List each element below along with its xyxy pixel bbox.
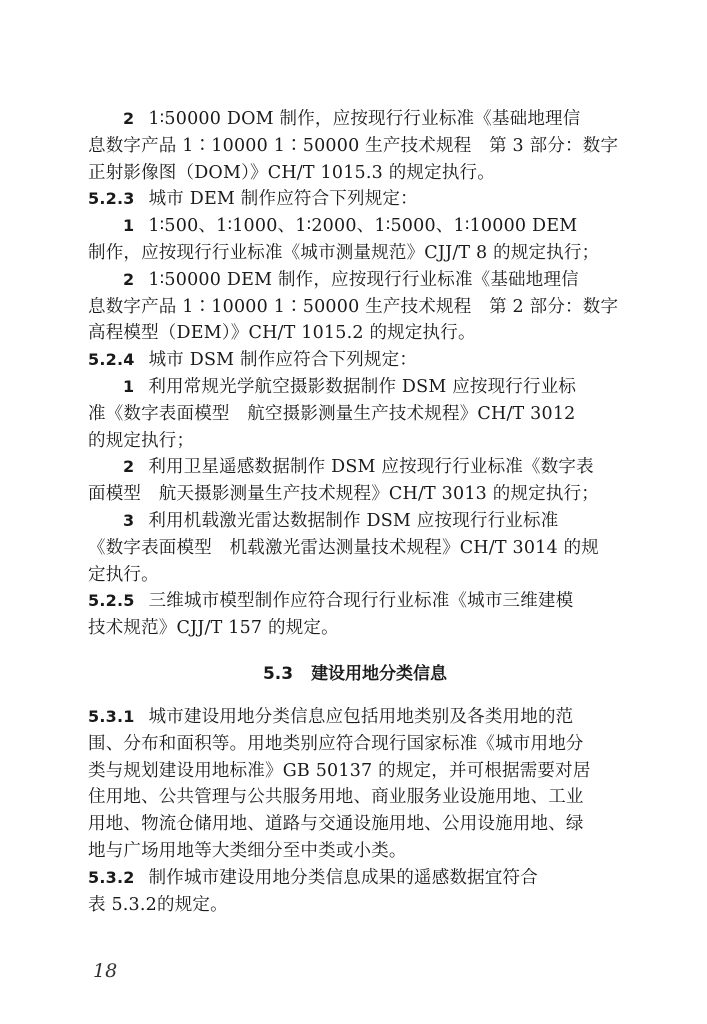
text-line: 利用机载激光雷达数据制作 DSM 应按现行行业标准 xyxy=(148,510,559,531)
text-line: 利用常规光学航空摄影数据制作 DSM 应按现行行业标 xyxy=(148,376,577,397)
text-line: 1∶50000 DEM 制作，应按现行行业标准《基础地理信 xyxy=(148,269,579,290)
text-line: 息数字产品 1∶10000 1∶50000 生产技术规程 第 2 部分：数字 xyxy=(88,296,619,317)
text-line: 定执行。 xyxy=(88,564,159,585)
text-line: 地与广场用地等大类细分至中类或小类。 xyxy=(88,840,407,861)
list-item xyxy=(88,213,622,267)
clause-number: 5.2.4 xyxy=(88,350,135,370)
text-line: 的规定执行； xyxy=(88,430,195,451)
clause-number: 5.3.1 xyxy=(88,706,135,726)
list-item xyxy=(88,508,622,588)
page-number: 18 xyxy=(93,960,118,982)
text-line: 围、分布和面积等。用地类别应符合现行国家标准《城市用地分 xyxy=(88,733,584,754)
list-item xyxy=(88,267,622,347)
text-line: 制作城市建设用地分类信息成果的遥感数据宜符合 xyxy=(148,867,538,888)
text-line: 利用卫星遥感数据制作 DSM 应按现行行业标准《数字表 xyxy=(148,457,594,478)
item-number: 1 xyxy=(123,376,135,396)
text-line: 城市 DEM 制作应符合下列规定： xyxy=(148,189,418,210)
text-line: 住用地、公共管理与公共服务用地、商业服务业设施用地、工业 xyxy=(88,787,584,808)
list-item xyxy=(88,374,622,454)
clause-5-2-3 xyxy=(88,186,622,213)
text-line: 面模型 航天摄影测量生产技术规程》CH/T 3013 的规定执行； xyxy=(88,484,599,505)
clause-5-2-4 xyxy=(88,347,622,374)
text-line: 准《数字表面模型 航空摄影测量生产技术规程》CH/T 3012 xyxy=(88,403,576,424)
text-line: 用地、物流仓储用地、道路与交通设施用地、公用设施用地、绿 xyxy=(88,814,584,835)
text-line: 息数字产品 1∶10000 1∶50000 生产技术规程 第 3 部分：数字 xyxy=(88,135,619,156)
text-line: 制作，应按现行行业标准《城市测量规范》CJJ/T 8 的规定执行； xyxy=(88,242,600,263)
list-item xyxy=(88,454,622,508)
list-item xyxy=(88,106,622,186)
clause-number: 5.2.3 xyxy=(88,189,135,209)
item-number: 3 xyxy=(123,510,135,530)
clause-5-3-1 xyxy=(88,704,622,865)
clause-number: 5.3.2 xyxy=(88,867,135,887)
section-number: 5.3 xyxy=(262,663,294,684)
section-heading xyxy=(88,648,622,700)
clause-5-2-5 xyxy=(88,588,622,642)
text-line: 《数字表面模型 机载激光雷达测量技术规程》CH/T 3014 的规 xyxy=(88,537,599,558)
text-line: 类与规划建设用地标准》GB 50137 的规定，并可根据需要对居 xyxy=(88,760,591,781)
item-number: 1 xyxy=(123,216,135,236)
item-number: 2 xyxy=(123,109,135,128)
text-line: 高程模型（DEM）》CH/T 1015.2 的规定执行。 xyxy=(88,323,476,344)
text-line: 技术规范》CJJ/T 157 的规定。 xyxy=(88,618,339,639)
text-line: 1∶50000 DOM 制作，应按现行行业标准《基础地理信 xyxy=(148,109,581,129)
text-line: 正射影像图（DOM）》CH/T 1015.3 的规定执行。 xyxy=(88,162,495,183)
item-number: 2 xyxy=(123,269,135,289)
text-line: 1∶500、1∶1000、1∶2000、1∶5000、1∶10000 DEM xyxy=(148,216,578,237)
text-line: 城市建设用地分类信息应包括用地类别及各类用地的范 xyxy=(148,706,574,727)
document-page xyxy=(88,106,622,918)
section-title: 建设用地分类信息 xyxy=(311,663,448,684)
text-line: 表 5.3.2的规定。 xyxy=(88,894,228,915)
item-number: 2 xyxy=(123,457,135,477)
clause-number: 5.2.5 xyxy=(88,591,135,611)
text-line: 三维城市模型制作应符合现行行业标准《城市三维建模 xyxy=(148,591,574,612)
clause-5-3-2 xyxy=(88,865,622,919)
text-line: 城市 DSM 制作应符合下列规定： xyxy=(148,350,418,371)
